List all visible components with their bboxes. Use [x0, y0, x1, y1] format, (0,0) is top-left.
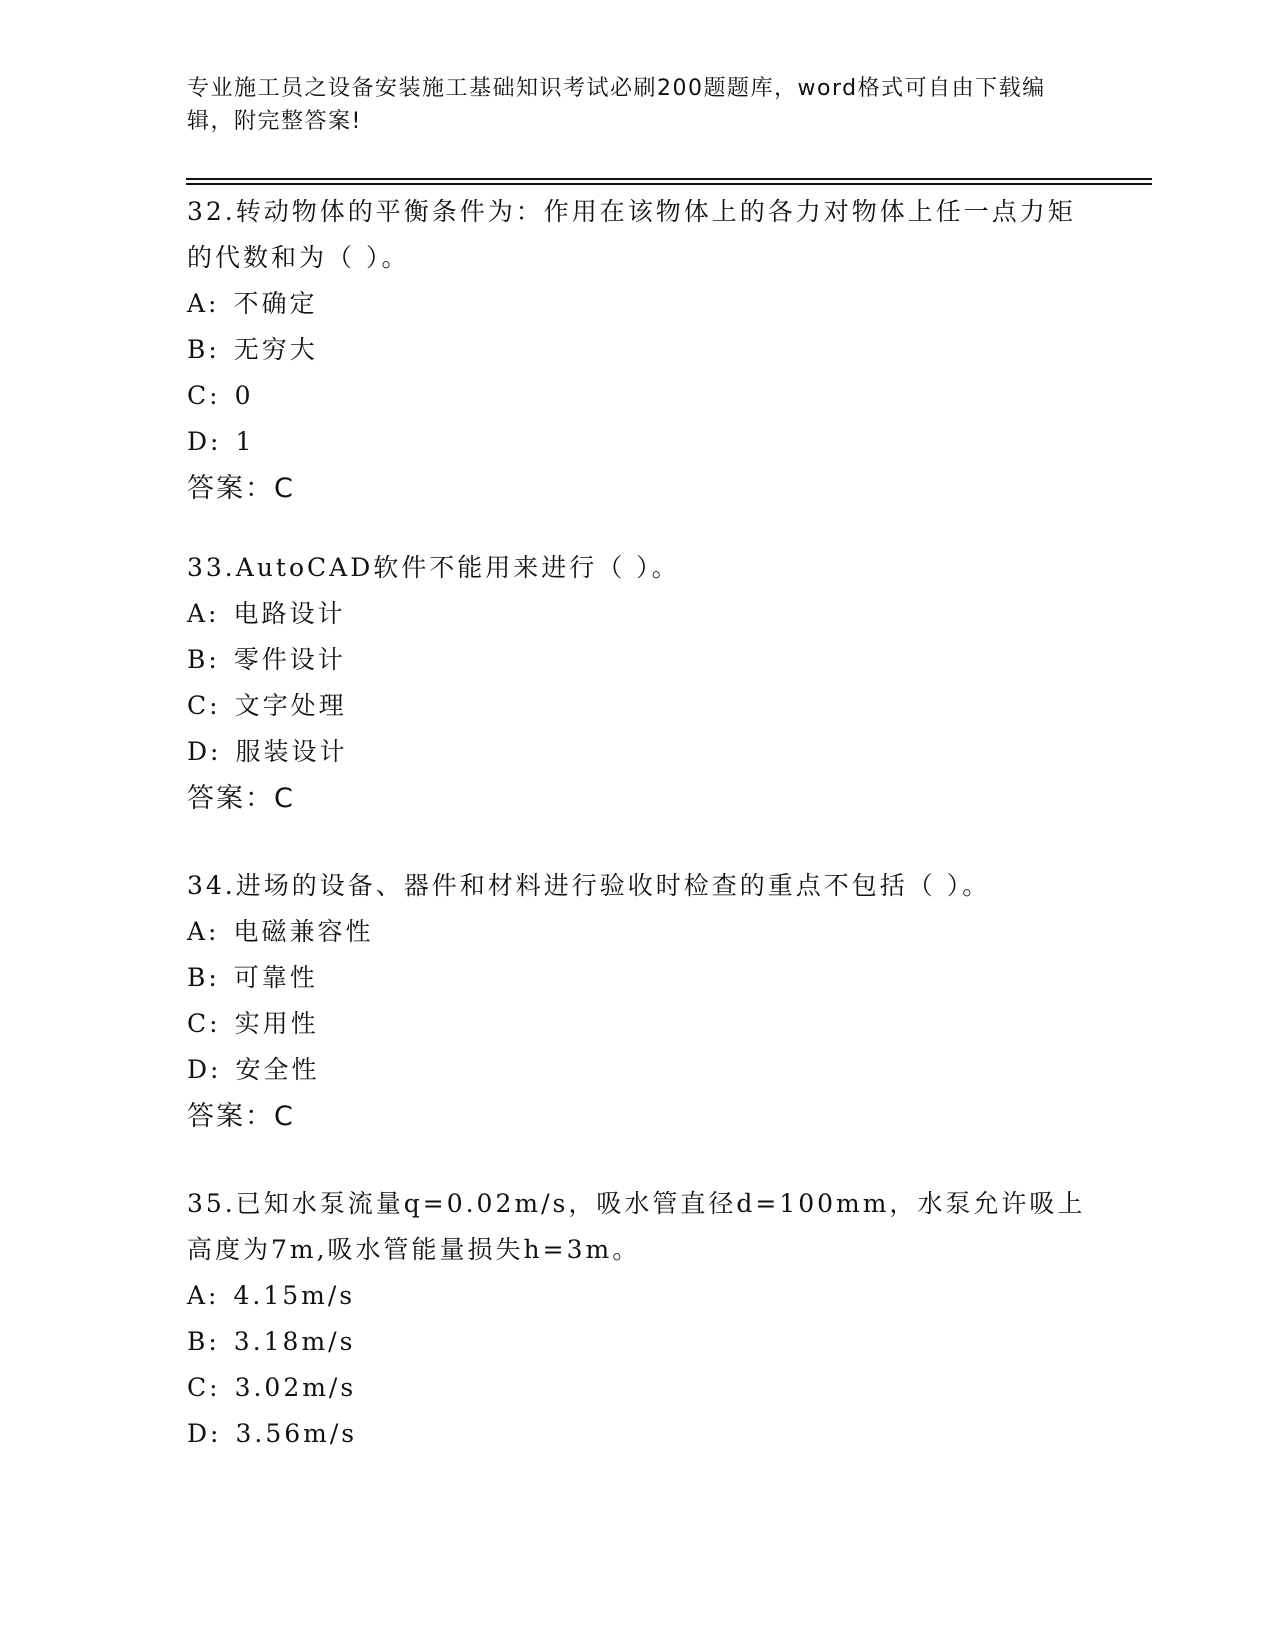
option-key: D:: [187, 1055, 222, 1084]
question-34: [187, 863, 1087, 1140]
option-text: 3.02m/s: [234, 1373, 357, 1402]
option-b: [187, 327, 1087, 373]
option-a: [187, 909, 1087, 955]
option-c: [187, 683, 1087, 729]
option-c: [187, 373, 1087, 419]
option-text: 文字处理: [234, 691, 347, 720]
option-text: 电磁兼容性: [233, 917, 374, 946]
option-text: 零件设计: [233, 645, 346, 674]
option-text: 实用性: [234, 1009, 319, 1038]
option-key: B:: [187, 335, 220, 364]
option-text: 0: [234, 381, 254, 410]
option-a: [187, 1273, 1087, 1319]
option-c: [187, 1365, 1087, 1411]
answer-line: 答案：C: [187, 1101, 295, 1132]
option-key: C:: [187, 691, 221, 720]
option-b: [187, 637, 1087, 683]
option-key: A:: [187, 289, 220, 318]
option-key: B:: [187, 963, 220, 992]
question-33: [187, 545, 1087, 822]
option-key: A:: [187, 599, 220, 628]
question-32: [187, 189, 1087, 512]
option-key: C:: [187, 1009, 221, 1038]
answer-line: 答案：C: [187, 783, 295, 814]
answer-line: 答案：C: [187, 473, 295, 504]
option-text: 3.18m/s: [233, 1327, 356, 1356]
option-text: 服装设计: [235, 737, 348, 766]
option-c: [187, 1001, 1087, 1047]
question-stem: 33.AutoCAD软件不能用来进行（ ）。: [187, 553, 680, 582]
option-d: [187, 729, 1087, 775]
question-stem: 35.已知水泵流量q=0.02m/s，吸水管直径d=100mm，水泵允许吸上高度为7m,吸水管能量损失h=3m。: [187, 1189, 1086, 1264]
option-key: B:: [187, 645, 220, 674]
option-text: 可靠性: [233, 963, 318, 992]
option-text: 3.56m/s: [235, 1419, 358, 1448]
option-text: 无穷大: [233, 335, 318, 364]
option-d: [187, 1411, 1087, 1457]
option-key: D:: [187, 737, 222, 766]
option-text: 不确定: [233, 289, 318, 318]
option-key: B:: [187, 1327, 220, 1356]
header-divider-top: [186, 178, 1152, 180]
option-text: 4.15m/s: [233, 1281, 356, 1310]
option-key: A:: [187, 1281, 220, 1310]
option-a: [187, 281, 1087, 327]
option-d: [187, 419, 1087, 465]
option-b: [187, 955, 1087, 1001]
option-d: [187, 1047, 1087, 1093]
option-a: [187, 591, 1087, 637]
option-text: 安全性: [235, 1055, 320, 1084]
header-divider-bottom: [186, 183, 1152, 185]
option-key: A:: [187, 917, 220, 946]
option-key: C:: [187, 1373, 221, 1402]
question-stem: 32.转动物体的平衡条件为：作用在该物体上的各力对物体上任一点力矩的代数和为（ ）。: [187, 197, 1076, 272]
question-stem: 34.进场的设备、器件和材料进行验收时检查的重点不包括（ ）。: [187, 871, 991, 900]
option-key: D:: [187, 427, 222, 456]
option-key: C:: [187, 381, 221, 410]
option-text: 1: [235, 427, 255, 456]
question-35: [187, 1181, 1087, 1457]
option-b: [187, 1319, 1087, 1365]
option-key: D:: [187, 1419, 222, 1448]
document-header: 专业施工员之设备安装施工基础知识考试必刷200题题库，word格式可自由下载编辑，附完整答案!: [187, 76, 1046, 134]
option-text: 电路设计: [233, 599, 346, 628]
